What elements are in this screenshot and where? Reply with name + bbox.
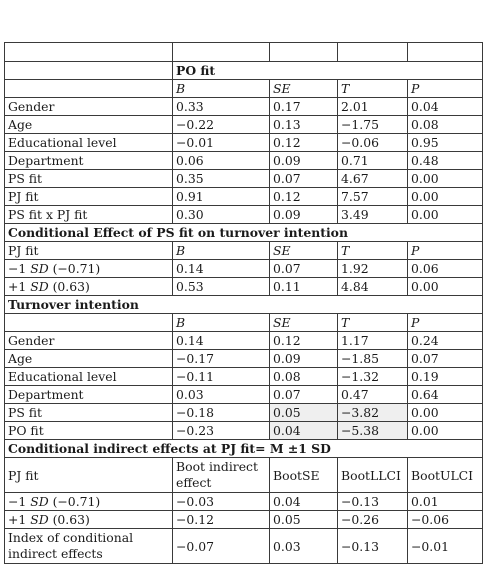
row-label: −1 SD (−0.71) (5, 493, 173, 511)
col-header: P (408, 80, 483, 98)
table-row (5, 386, 483, 404)
table-row (5, 350, 483, 368)
cell: 1.92 (338, 260, 408, 278)
cell: 4.67 (338, 170, 408, 188)
table-header-blank-row (5, 43, 483, 62)
cell: −0.06 (408, 511, 483, 529)
row-label: Gender (5, 332, 173, 350)
section-title-row (5, 440, 483, 458)
section-title-row (5, 224, 483, 242)
row-label: Gender (5, 98, 173, 116)
cell: −0.18 (173, 404, 270, 422)
cell: −0.12 (173, 511, 270, 529)
cell: 0.00 (408, 422, 483, 440)
row-label: Age (5, 350, 173, 368)
col-header: T (338, 314, 408, 332)
cell: 0.04 (408, 98, 483, 116)
cell: 0.12 (270, 134, 338, 152)
cell: 0.07 (408, 350, 483, 368)
cell: 0.00 (408, 188, 483, 206)
cell: 0.09 (270, 350, 338, 368)
cell: −0.01 (173, 134, 270, 152)
col-header: B (173, 80, 270, 98)
cell: 0.07 (270, 170, 338, 188)
cell: 4.84 (338, 278, 408, 296)
col-header: BootSE (270, 458, 338, 493)
section-title-conditional-effect: Conditional Effect of PS fit on turnover intention (5, 224, 483, 242)
row-label: PS fit (5, 170, 173, 188)
cell: 0.05 (270, 511, 338, 529)
cell: 0.13 (270, 116, 338, 134)
cell: 0.03 (270, 529, 338, 564)
cell: −1.75 (338, 116, 408, 134)
row-label: PJ fit (5, 188, 173, 206)
row-label: Educational level (5, 134, 173, 152)
cell: 0.12 (270, 332, 338, 350)
cell: 0.03 (173, 386, 270, 404)
table-row (5, 260, 483, 278)
table-row (5, 422, 483, 440)
cell: −0.17 (173, 350, 270, 368)
cell: −0.01 (408, 529, 483, 564)
col-header: SE (270, 80, 338, 98)
col-header: T (338, 242, 408, 260)
column-header-row (5, 242, 483, 260)
table-row (5, 134, 483, 152)
cell: 0.00 (408, 404, 483, 422)
cell: 0.24 (408, 332, 483, 350)
section-title-po-fit: PO fit (173, 62, 483, 80)
table-row (5, 152, 483, 170)
cell: −1.85 (338, 350, 408, 368)
cell: −3.82 (338, 404, 408, 422)
cell: 0.48 (408, 152, 483, 170)
table-row (5, 170, 483, 188)
table-row (5, 493, 483, 511)
row-label: Department (5, 152, 173, 170)
cell: 0.06 (408, 260, 483, 278)
cell: 0.07 (270, 386, 338, 404)
cell: 3.49 (338, 206, 408, 224)
cell: −0.11 (173, 368, 270, 386)
cell: 0.00 (408, 206, 483, 224)
table-row (5, 206, 483, 224)
cell: −0.13 (338, 493, 408, 511)
cell: −0.23 (173, 422, 270, 440)
cell: −0.03 (173, 493, 270, 511)
column-header-row (5, 458, 483, 493)
col-header: BootULCI (408, 458, 483, 493)
table-row (5, 529, 483, 564)
cell: 0.19 (408, 368, 483, 386)
table-row (5, 278, 483, 296)
cell: 0.30 (173, 206, 270, 224)
row-label: PS fit (5, 404, 173, 422)
col-header: B (173, 242, 270, 260)
col-header: T (338, 80, 408, 98)
col-header: P (408, 242, 483, 260)
cell: 0.09 (270, 152, 338, 170)
cell: −5.38 (338, 422, 408, 440)
col-header: P (408, 314, 483, 332)
cell: 0.53 (173, 278, 270, 296)
cell: 0.11 (270, 278, 338, 296)
table-row (5, 404, 483, 422)
cell: 0.00 (408, 170, 483, 188)
table-row (5, 116, 483, 134)
cell: 0.71 (338, 152, 408, 170)
cell: 0.08 (408, 116, 483, 134)
regression-results-table (4, 42, 483, 564)
cell: 0.14 (173, 332, 270, 350)
cell: −0.06 (338, 134, 408, 152)
table-row (5, 98, 483, 116)
col-header: SE (270, 242, 338, 260)
section-title-turnover-intention: Turnover intention (5, 296, 483, 314)
row-label: PS fit x PJ fit (5, 206, 173, 224)
row-label: Index of conditional indirect effects (5, 529, 173, 564)
cell: 0.12 (270, 188, 338, 206)
cell: 0.64 (408, 386, 483, 404)
row-label: Educational level (5, 368, 173, 386)
cell: 0.01 (408, 493, 483, 511)
cell: 0.04 (270, 493, 338, 511)
cell: −0.07 (173, 529, 270, 564)
row-label: Department (5, 386, 173, 404)
cell: 0.14 (173, 260, 270, 278)
row-label: PJ fit (5, 458, 173, 493)
row-label: PO fit (5, 422, 173, 440)
cell: 0.91 (173, 188, 270, 206)
table-row (5, 188, 483, 206)
row-label: Age (5, 116, 173, 134)
cell: 0.00 (408, 278, 483, 296)
column-header-row (5, 314, 483, 332)
cell: −0.22 (173, 116, 270, 134)
cell: −0.13 (338, 529, 408, 564)
cell: 0.47 (338, 386, 408, 404)
cell: 0.08 (270, 368, 338, 386)
cell: 0.35 (173, 170, 270, 188)
cell: 0.17 (270, 98, 338, 116)
section-title-row (5, 62, 483, 80)
col-header: SE (270, 314, 338, 332)
table-row (5, 511, 483, 529)
col-header: Boot indirect effect (173, 458, 270, 493)
cell: −0.26 (338, 511, 408, 529)
cell: 0.04 (270, 422, 338, 440)
cell: 1.17 (338, 332, 408, 350)
column-header-row (5, 80, 483, 98)
section-title-row (5, 296, 483, 314)
table-row (5, 332, 483, 350)
cell: 0.07 (270, 260, 338, 278)
row-label: −1 SD (−0.71) (5, 260, 173, 278)
cell: 7.57 (338, 188, 408, 206)
cell: 0.95 (408, 134, 483, 152)
table-row (5, 368, 483, 386)
row-label: +1 SD (0.63) (5, 511, 173, 529)
col-header: BootLLCI (338, 458, 408, 493)
cell: 0.05 (270, 404, 338, 422)
cell: 0.06 (173, 152, 270, 170)
row-label: +1 SD (0.63) (5, 278, 173, 296)
cell: 0.33 (173, 98, 270, 116)
cell: −1.32 (338, 368, 408, 386)
cell: 0.09 (270, 206, 338, 224)
row-label: PJ fit (5, 242, 173, 260)
section-title-indirect-effects: Conditional indirect effects at PJ fit= M ±1 SD (5, 440, 483, 458)
col-header: B (173, 314, 270, 332)
cell: 2.01 (338, 98, 408, 116)
